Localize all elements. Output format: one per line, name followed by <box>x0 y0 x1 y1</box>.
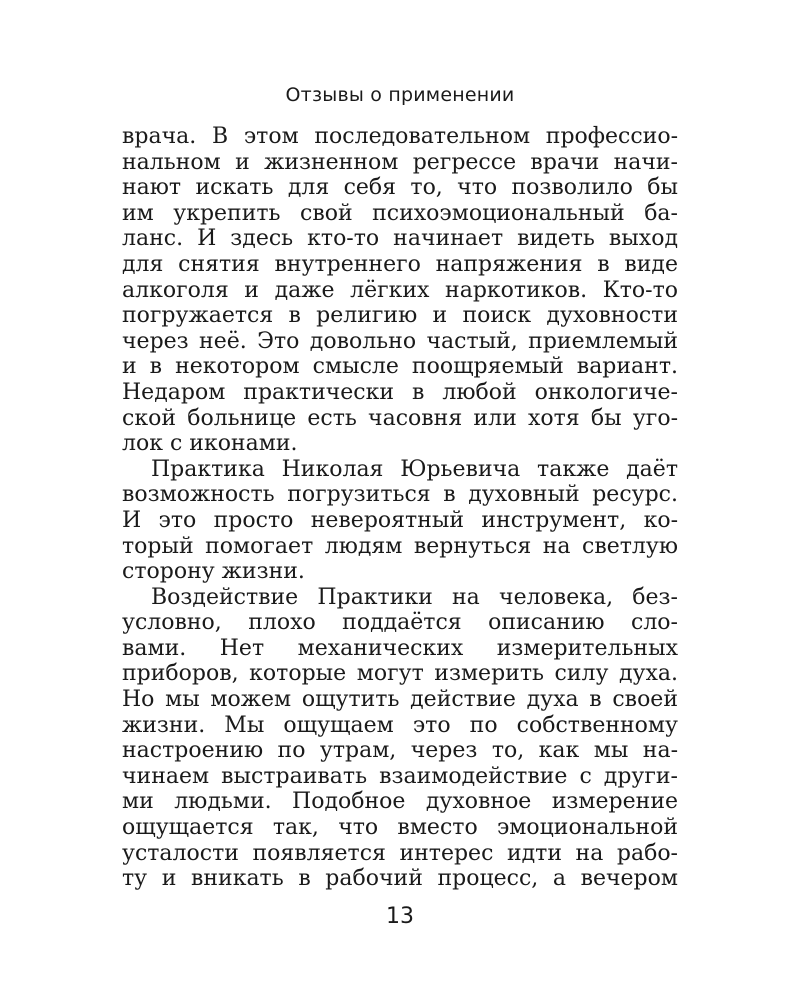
text-line: торый помогает людям вернуться на светлую <box>122 533 678 559</box>
text-line: Практика Николая Юрьевича также даёт <box>151 456 678 482</box>
page-number: 13 <box>386 904 414 929</box>
text-line: алкоголя и даже лёгких наркотиков. Кто-то <box>122 277 678 303</box>
text-line: возможность погрузиться в духовный ресурс. <box>122 482 678 508</box>
text-line: Недаром практически в любой онкологиче- <box>122 379 678 405</box>
text-line: жизни. Мы ощущаем это по собственному <box>122 712 678 738</box>
text-line: ской больнице есть часовня или хотя бы уго- <box>122 405 678 431</box>
text-line: настроению по утрам, через то, как мы на- <box>122 738 678 764</box>
running-header: Отзывы о применении <box>285 84 515 106</box>
text-line: усталости появляется интерес идти на рабо- <box>122 840 678 866</box>
text-line: ми людьми. Подобное духовное измерение <box>122 789 678 815</box>
body-text <box>122 124 678 892</box>
text-line: и в некотором смысле поощряемый вариант. <box>122 354 678 380</box>
text-line: вами. Нет механических измерительных <box>122 635 678 661</box>
text-line: нают искать для себя то, что позволило бы <box>122 175 678 201</box>
text-line: ту и вникать в рабочий процесс, а вечером <box>122 866 678 892</box>
text-line: нальном и жизненном регрессе врачи начи- <box>122 149 678 175</box>
text-line: лок с иконами. <box>122 431 298 457</box>
text-line: Но мы можем ощутить действие духа в своей <box>122 687 678 713</box>
text-line: погружается в религию и поиск духовности <box>122 303 678 329</box>
text-line: условно, плохо поддаётся описанию сло- <box>122 610 678 636</box>
text-line: через неё. Это довольно частый, приемлемый <box>122 328 678 354</box>
text-line: ощущается так, что вместо эмоциональной <box>122 815 678 841</box>
text-line: приборов, которые могут измерить силу духа. <box>122 661 678 687</box>
text-line: ланс. И здесь кто-то начинает видеть выход <box>122 226 678 252</box>
text-line: Воздействие Практики на человека, без- <box>151 584 678 610</box>
text-line: им укрепить свой психоэмоциональный ба- <box>122 200 678 226</box>
text-line: для снятия внутреннего напряжения в виде <box>122 251 678 277</box>
text-line: сторону жизни. <box>122 559 305 585</box>
text-line: врача. В этом последовательном профессио- <box>122 124 678 149</box>
text-line: И это просто невероятный инструмент, ко- <box>122 507 678 533</box>
text-line: чинаем выстраивать взаимодействие с други- <box>122 763 678 789</box>
